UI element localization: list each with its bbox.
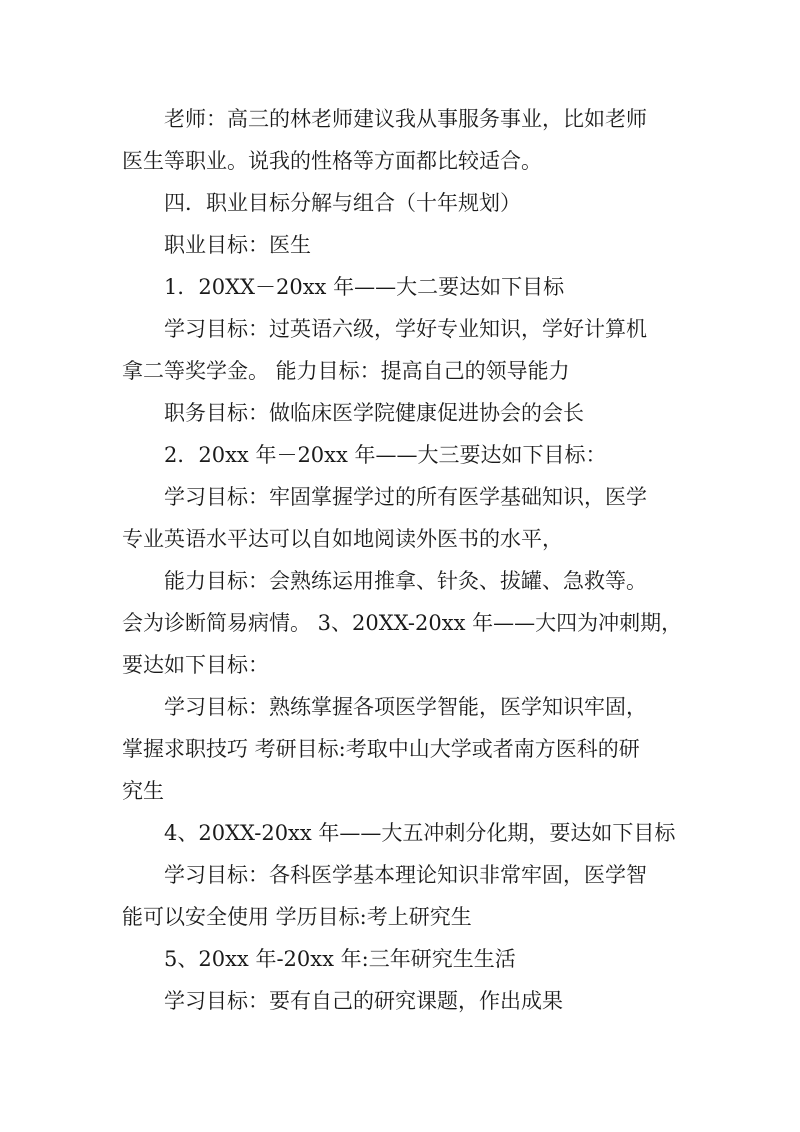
text-line: 学习目标：熟练掌握各项医学智能，医学知识牢固， [164, 695, 647, 719]
text-line: 职业目标：医生 [164, 233, 311, 257]
text-line: 究生 [122, 779, 164, 803]
text-line: 会为诊断简易病情。 3、20XX-20xx 年——大四为冲刺期， [122, 611, 683, 635]
text-line: 掌握求职技巧 考研目标:考取中山大学或者南方医科的研 [122, 737, 640, 761]
text-line: 学习目标：各科医学基本理论知识非常牢固，医学智 [164, 863, 647, 887]
text-line: 4、20XX-20xx 年——大五冲刺分化期，要达如下目标 [164, 821, 676, 845]
text-line: 老师：高三的林老师建议我从事服务事业，比如老师 [164, 107, 647, 131]
text-line: 能可以安全使用 学历目标:考上研究生 [122, 905, 472, 929]
text-line: 四．职业目标分解与组合（十年规划） [164, 191, 521, 215]
text-line: 2．20xx 年－20xx 年——大三要达如下目标： [164, 443, 607, 467]
text-line: 能力目标：会熟练运用推拿、针灸、拔罐、急救等。 [164, 569, 647, 593]
text-line: 5、20xx 年-20xx 年:三年研究生生活 [164, 947, 516, 971]
text-line: 医生等职业。说我的性格等方面都比较适合。 [122, 149, 542, 173]
text-line: 学习目标：牢固掌握学过的所有医学基础知识，医学 [164, 485, 647, 509]
text-line: 学习目标：要有自己的研究课题，作出成果 [164, 989, 563, 1013]
text-line: 职务目标：做临床医学院健康促进协会的会长 [164, 401, 584, 425]
text-line: 专业英语水平达可以自如地阅读外医书的水平， [122, 527, 563, 551]
text-line: 1．20XX－20xx 年——大二要达如下目标 [164, 275, 565, 299]
text-line: 拿二等奖学金。 能力目标：提高自己的领导能力 [122, 359, 570, 383]
text-line: 要达如下目标： [122, 653, 269, 677]
document-body [122, 98, 688, 1022]
text-line: 学习目标：过英语六级，学好专业知识，学好计算机 [164, 317, 647, 341]
